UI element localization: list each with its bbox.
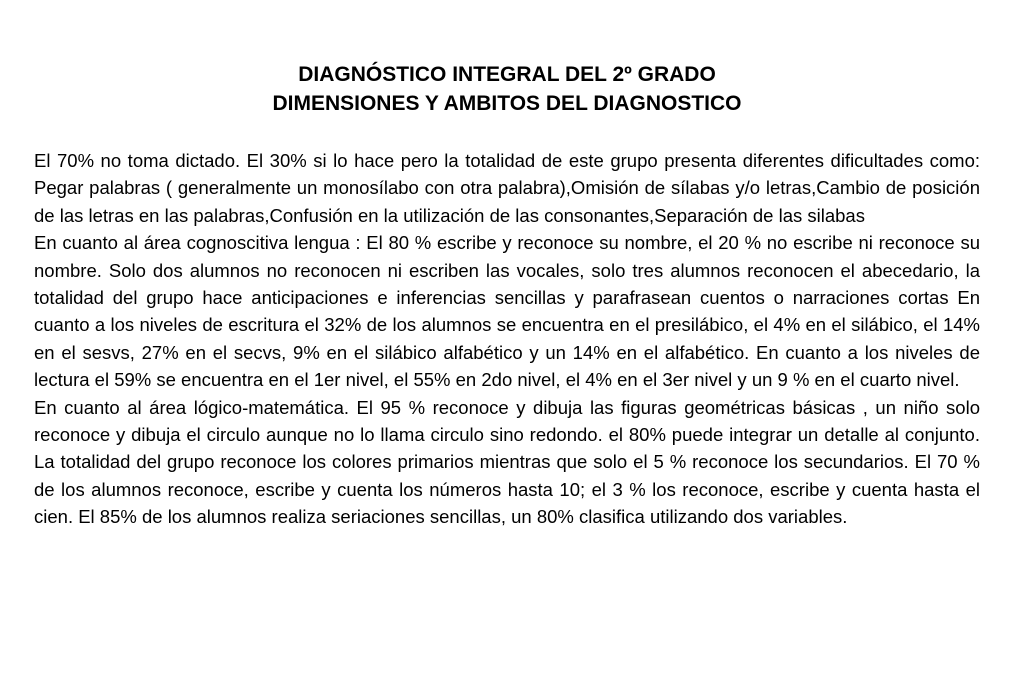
paragraph-dictation: El 70% no toma dictado. El 30% si lo hace pero la totalidad de este grupo presenta diferentes dificultades como: Pegar palabras ( generalmente un monosílabo con otra palabra),Omisión de sílabas y/o letras,Cambio de posición de las letras en las palabras,Confusión en la utilización de las consonantes,Separación de las silabas [34,150,980,226]
title-line-2: DIMENSIONES Y AMBITOS DEL DIAGNOSTICO [272,92,742,115]
paragraph-math-area: En cuanto al área lógico-matemática. El 95 % reconoce y dibuja las figuras geométricas básicas , un niño solo reconoce y dibuja el circulo aunque no lo llama circulo sino redondo. el 80% puede integrar un detalle al conjunto. La totalidad del grupo reconoce los colores primarios mientras que solo el 5 % reconoce los secundarios. El 70 % de los alumnos reconoce, escribe y cuenta los números hasta 10; el 3 % los reconoce, escribe y cuenta hasta el cien. El 85% de los alumnos realiza seriaciones sencillas, un 80% clasifica utilizando dos variables. [34,396,980,528]
paragraph-language-area: En cuanto al área cognoscitiva lengua : El 80 % escribe y reconoce su nombre, el 20 % no escribe ni reconoce su nombre. Solo dos alumnos no reconocen ni escriben las vocales, solo tres alumnos reconocen el abecedario, la totalidad del grupo hace anticipaciones e inferencias sencillas y parafrasean cuentos o narraciones cortas En cuanto a los niveles de escritura el 32% de los alumnos se encuentra en el presilábico, el 4% en el silábico, el 14% en el sesvs, 27% en el secvs, 9% en el silábico alfabético y un 14% en el alfabético. En cuanto a los niveles de lectura el 59% se encuentra en el 1er nivel, el 55% en 2do nivel, el 4% en el 3er nivel y un 9 % en el cuarto nivel. [34,232,980,391]
document-slide [34,60,980,531]
spacer [34,118,980,147]
title-line-1: DIAGNÓSTICO INTEGRAL DEL 2º GRADO [298,63,716,86]
